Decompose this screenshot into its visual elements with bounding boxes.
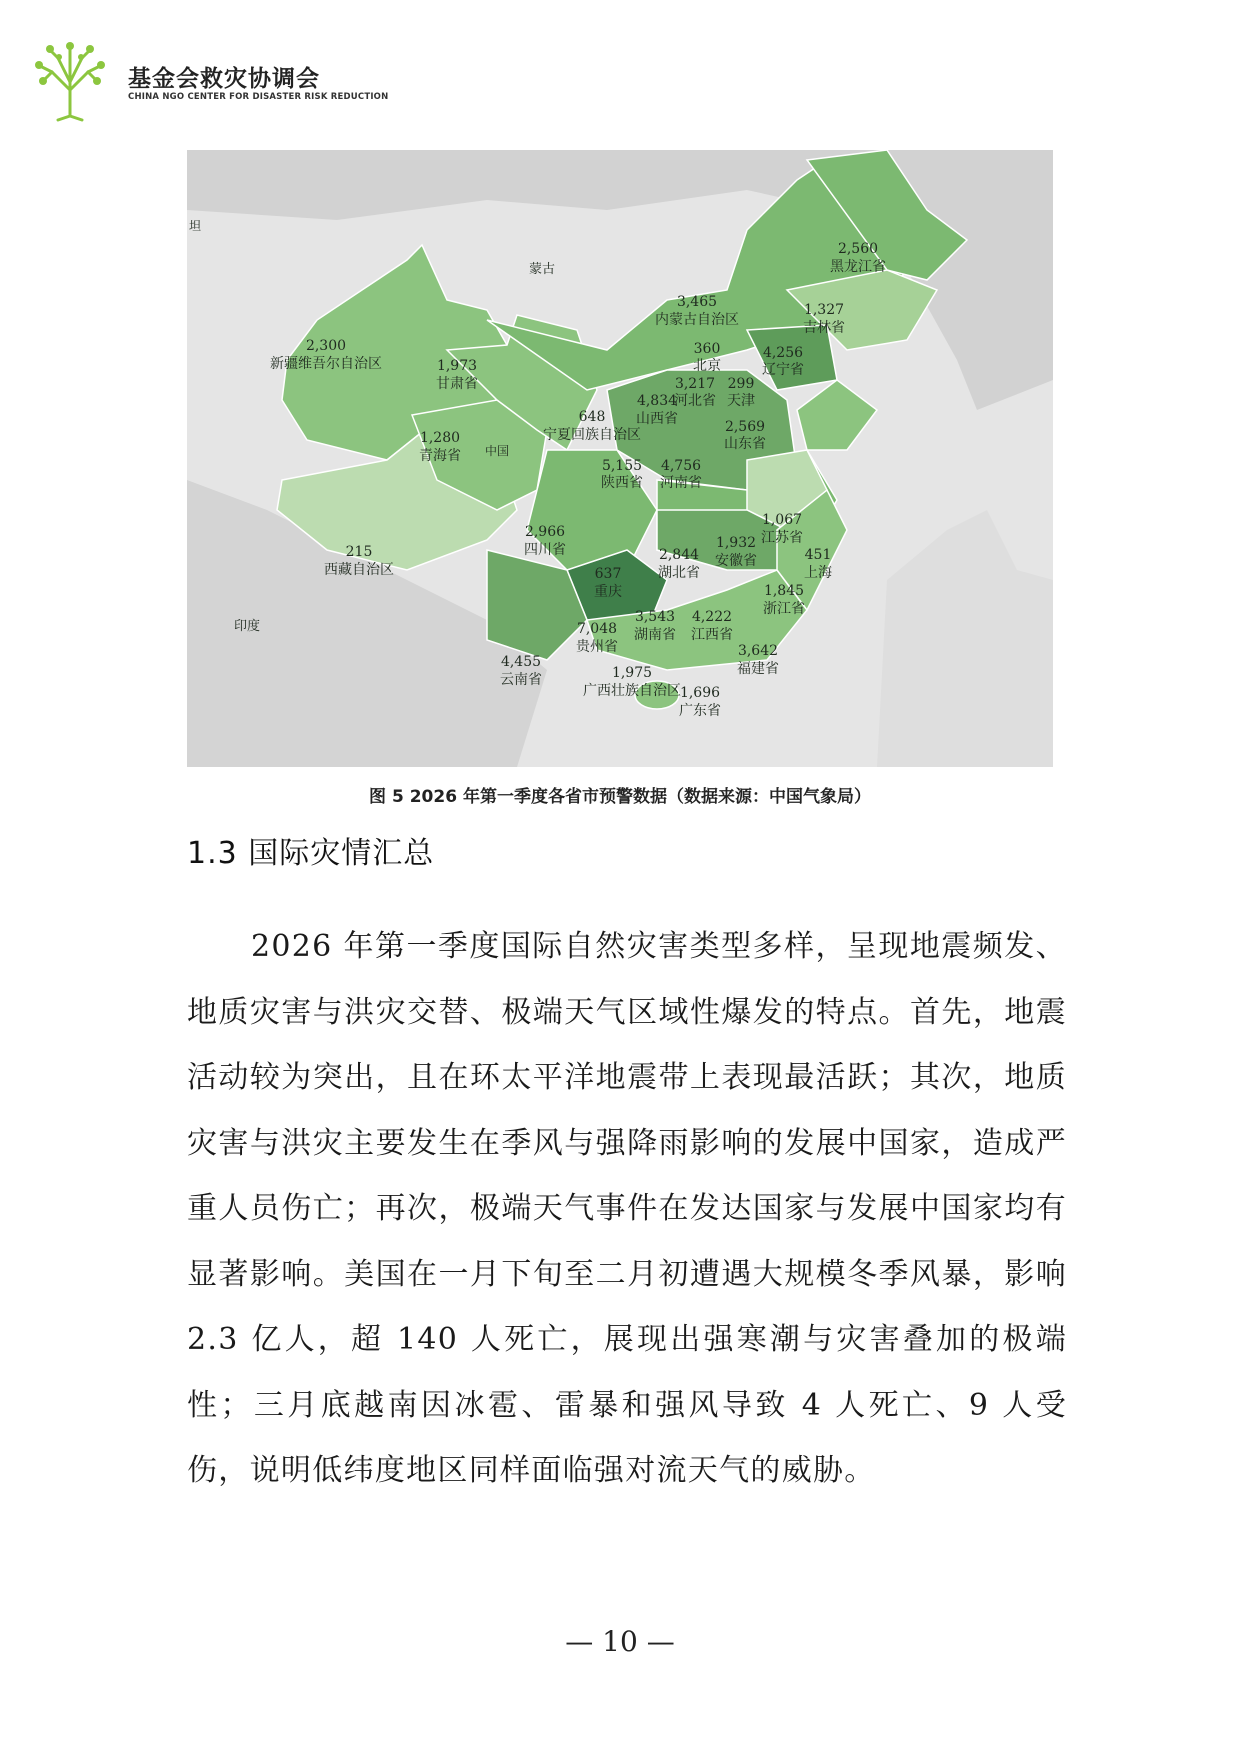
name-tianjin: 天津 xyxy=(727,393,755,409)
name-guangxi: 广西壮族自治区 xyxy=(583,683,681,699)
value-guangxi: 1,975 xyxy=(611,665,653,681)
value-gansu: 1,973 xyxy=(436,358,478,374)
value-shanghai: 451 xyxy=(804,547,832,563)
label-kazakhstan-fragment: 坦 xyxy=(188,219,202,233)
value-ningxia: 648 xyxy=(578,409,606,425)
org-name: 基金会救灾协调会 xyxy=(128,66,320,92)
value-hebei: 3,217 xyxy=(674,376,716,392)
name-guangdong: 广东省 xyxy=(679,703,721,719)
figure-caption: 图 5 2026 年第一季度各省市预警数据（数据来源：中国气象局） xyxy=(369,787,871,807)
name-guizhou: 贵州省 xyxy=(576,639,618,655)
name-shaanxi: 陕西省 xyxy=(601,475,643,491)
value-hunan: 3,543 xyxy=(634,609,676,625)
value-zhejiang: 1,845 xyxy=(763,583,805,599)
value-inner-mongolia: 3,465 xyxy=(676,294,718,310)
name-qinghai: 青海省 xyxy=(419,448,461,464)
value-fujian: 3,642 xyxy=(737,643,779,659)
value-liaoning: 4,256 xyxy=(762,345,804,361)
value-shaanxi: 5,155 xyxy=(601,458,643,474)
name-yunnan: 云南省 xyxy=(500,672,542,688)
name-liaoning: 辽宁省 xyxy=(762,362,804,378)
value-sichuan: 2,966 xyxy=(524,524,566,540)
value-guangdong: 1,696 xyxy=(679,685,721,701)
name-beijing: 北京 xyxy=(693,358,721,374)
value-beijing: 360 xyxy=(693,341,721,357)
label-china: 中国 xyxy=(484,444,510,458)
page-number: — 10 — xyxy=(565,1625,675,1658)
value-yunnan: 4,455 xyxy=(500,654,542,670)
name-sichuan: 四川省 xyxy=(524,542,566,558)
value-chongqing: 637 xyxy=(594,566,622,582)
name-anhui: 安徽省 xyxy=(715,553,757,569)
name-chongqing: 重庆 xyxy=(594,584,622,600)
header xyxy=(28,38,448,122)
name-jiangsu: 江苏省 xyxy=(761,530,803,546)
value-shandong: 2,569 xyxy=(724,419,766,435)
value-jiangxi: 4,222 xyxy=(691,609,733,625)
value-guizhou: 7,048 xyxy=(576,621,618,637)
label-mongolia: 蒙古 xyxy=(528,262,556,277)
value-shanxi: 4,834 xyxy=(636,393,678,409)
name-inner-mongolia: 内蒙古自治区 xyxy=(655,312,739,328)
province-warning-map xyxy=(187,150,1053,767)
body-paragraph: 2026 年第一季度国际自然灾害类型多样，呈现地震频发、地质灾害与洪灾交替、极端天气区域性爆发的特点。首先，地震活动较为突出，且在环太平洋地震带上表现最活跃；其次，地质灾害与洪灾主要发生在季风与强降雨影响的发展中国家，造成严重人员伤亡；再次，极端天气事件在发达国家与发展中国家均有显著影响。美国在一月下旬至二月初遭遇大规模冬季风暴，影响 2.3 亿人，超 140 人死亡，展现出强寒潮与灾害叠加的极端性；三月底越南因冰雹、雷暴和强风导致 4 人死亡、9 人受伤，说明低纬度地区同样面临强对流天气的威胁。 xyxy=(187,929,1067,1488)
value-tianjin: 299 xyxy=(727,376,755,392)
name-xinjiang: 新疆维吾尔自治区 xyxy=(270,356,382,372)
name-henan: 河南省 xyxy=(660,475,702,491)
name-shanxi: 山西省 xyxy=(636,411,678,427)
name-jilin: 吉林省 xyxy=(803,320,845,336)
value-henan: 4,756 xyxy=(660,458,702,474)
value-tibet: 215 xyxy=(345,544,373,560)
name-tibet: 西藏自治区 xyxy=(324,562,394,578)
name-hunan: 湖南省 xyxy=(634,627,676,643)
value-anhui: 1,932 xyxy=(715,535,757,551)
name-ningxia: 宁夏回族自治区 xyxy=(543,427,641,443)
name-zhejiang: 浙江省 xyxy=(763,601,805,617)
name-heilongjiang: 黑龙江省 xyxy=(830,259,886,275)
name-gansu: 甘肃省 xyxy=(436,376,478,392)
value-qinghai: 1,280 xyxy=(419,430,461,446)
value-heilongjiang: 2,560 xyxy=(837,241,879,257)
name-shanghai: 上海 xyxy=(804,565,832,581)
name-fujian: 福建省 xyxy=(737,661,779,677)
name-hebei: 河北省 xyxy=(674,393,716,409)
value-hubei: 2,844 xyxy=(658,547,700,563)
org-name-en: CHINA NGO CENTER FOR DISASTER RISK REDUCTION xyxy=(128,92,389,102)
label-india: 印度 xyxy=(233,619,261,634)
name-shandong: 山东省 xyxy=(724,436,766,452)
value-jilin: 1,327 xyxy=(803,302,845,318)
name-hubei: 湖北省 xyxy=(658,565,700,581)
tree-logo-icon xyxy=(28,38,112,122)
value-xinjiang: 2,300 xyxy=(305,338,347,354)
value-jiangsu: 1,067 xyxy=(761,512,803,528)
section-title: 1.3 国际灾情汇总 xyxy=(187,836,435,871)
name-jiangxi: 江西省 xyxy=(691,627,733,643)
